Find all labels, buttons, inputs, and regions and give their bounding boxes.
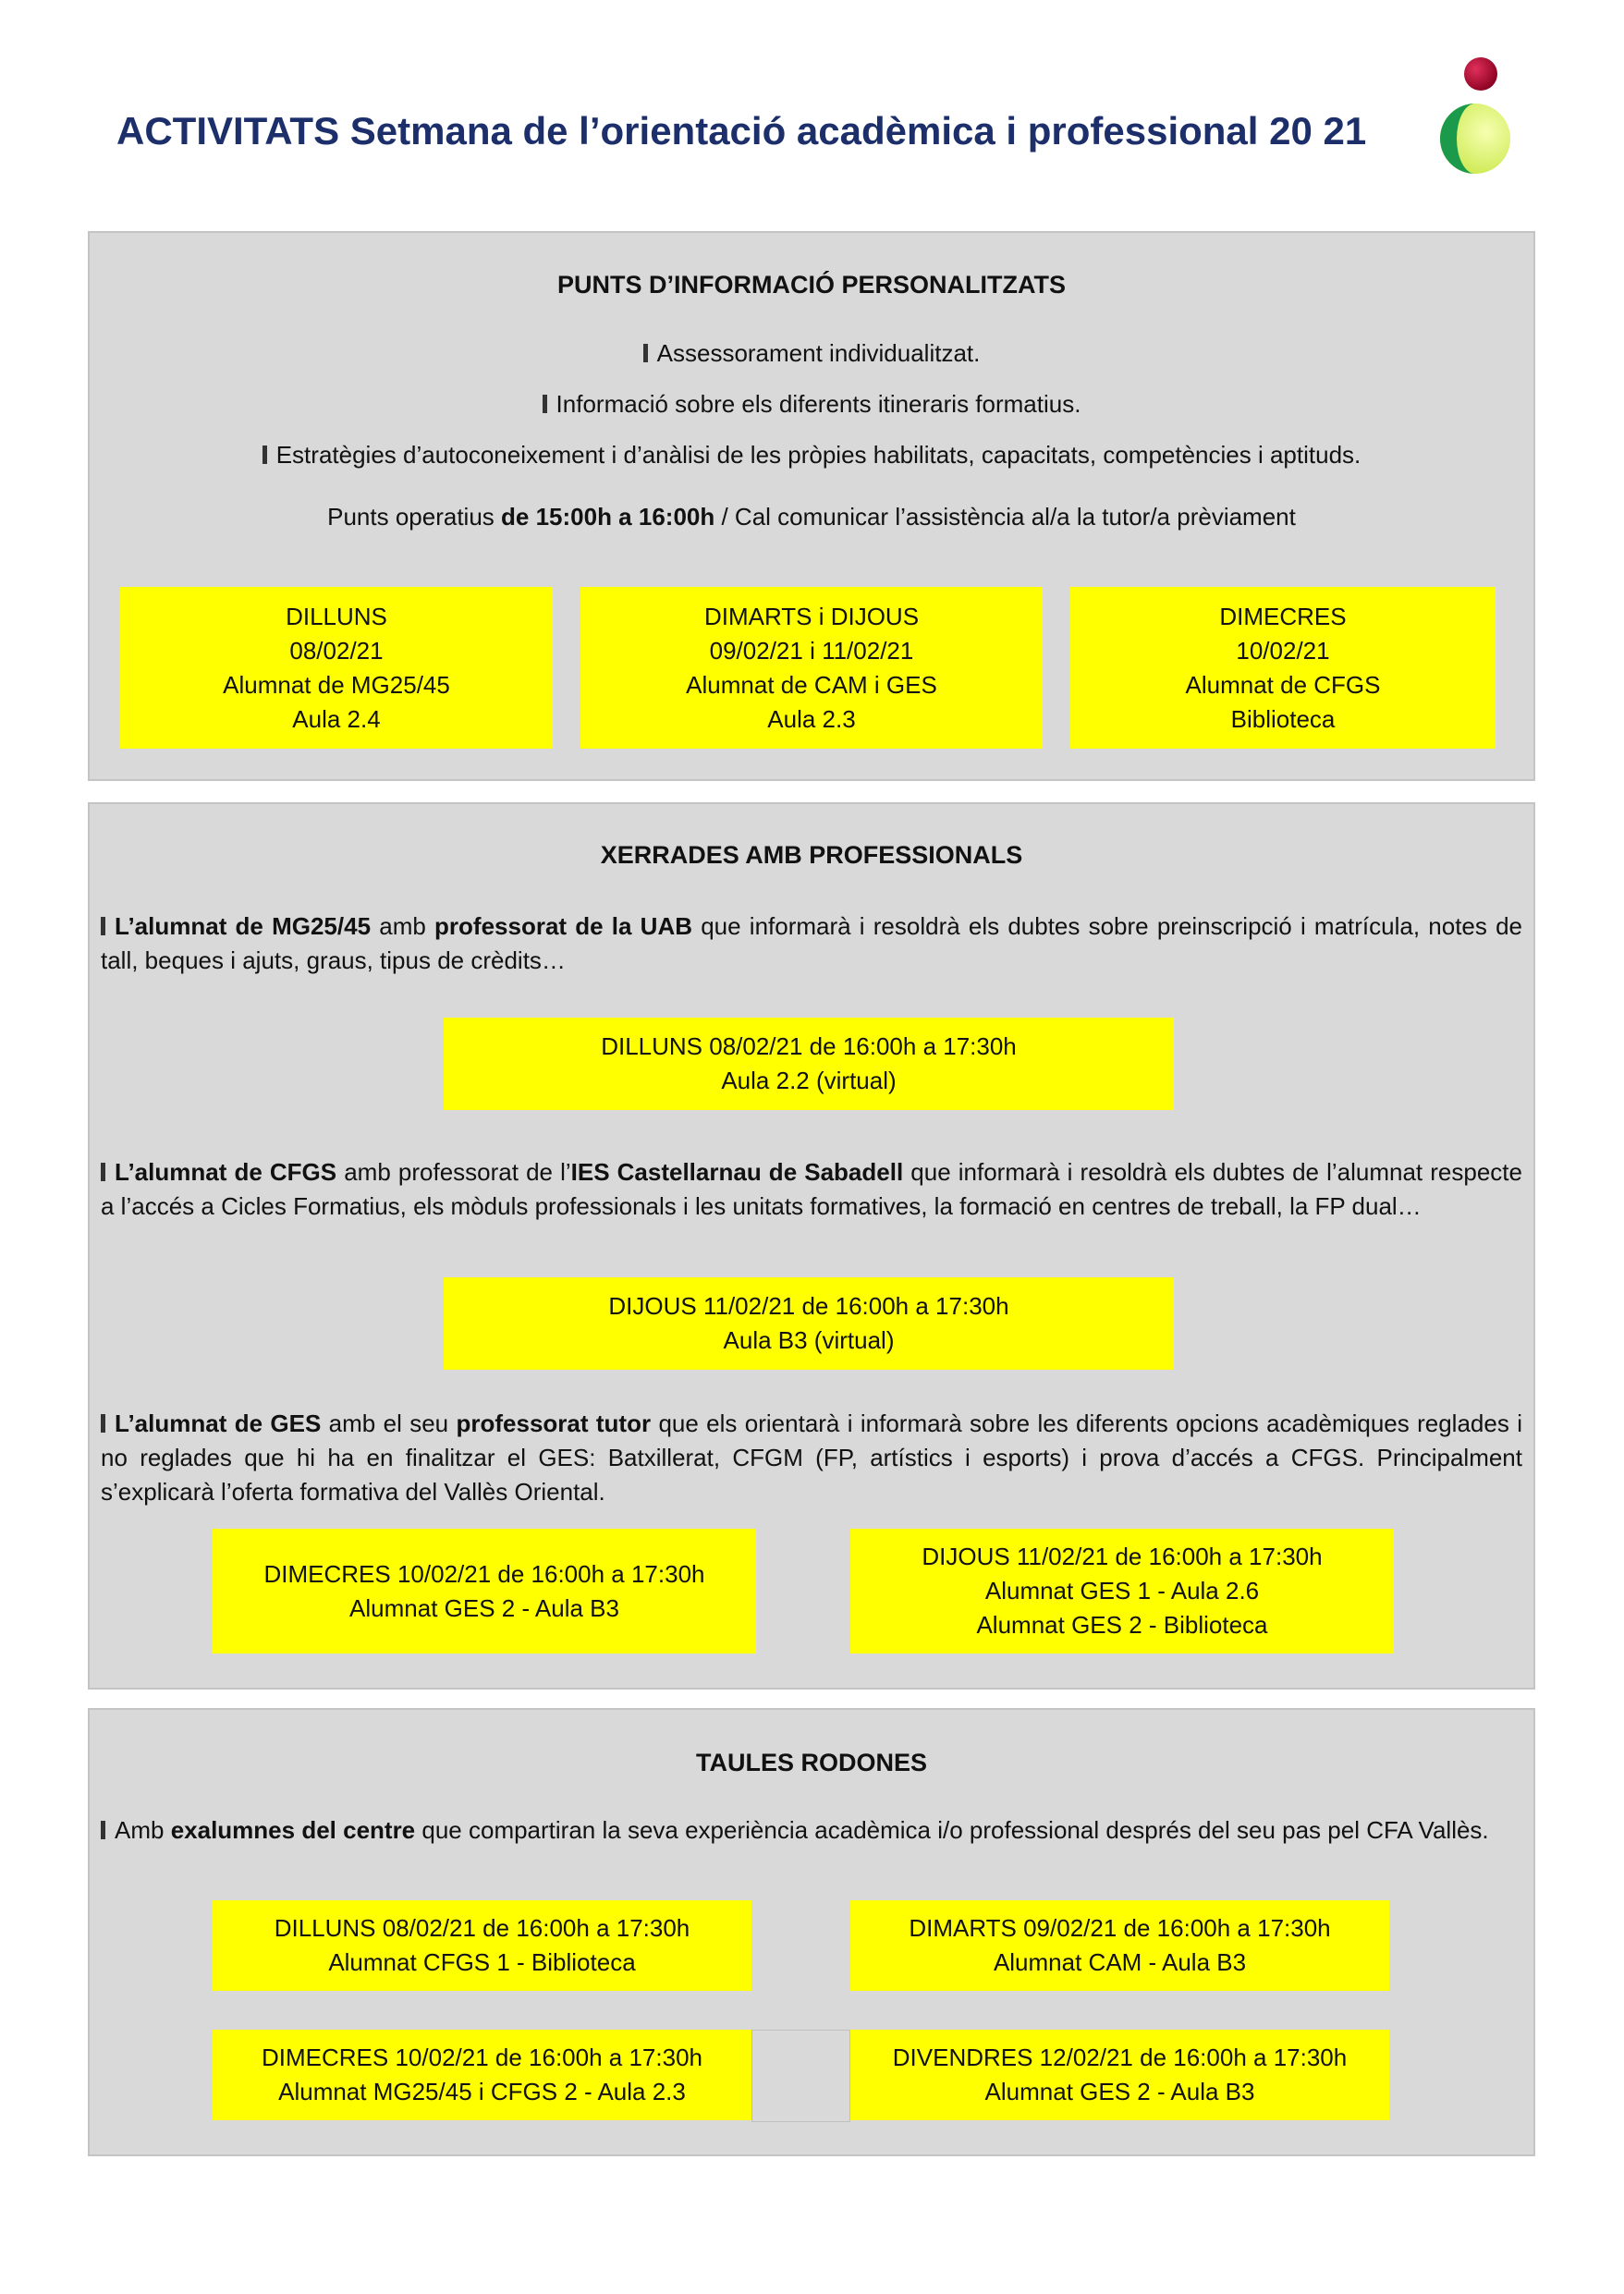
section-heading: PUNTS D’INFORMACIÓ PERSONALITZATS (557, 271, 1066, 299)
schedule-box: DIMECRES 10/02/21 de 16:00h a 17:30h Alumnat GES 2 - Aula B3 (213, 1529, 756, 1653)
logo-icon (1423, 55, 1520, 176)
schedule-box: DILLUNS 08/02/21 de 16:00h a 17:30h Aula 2.2 (virtual) (444, 1018, 1174, 1110)
schedule-box: DILLUNS 08/02/21 de 16:00h a 17:30h Alumnat CFGS 1 - Biblioteca (213, 1900, 751, 1991)
schedule-box: DIMECRES 10/02/21 Alumnat de CFGS Biblioteca (1070, 587, 1496, 749)
panel-taules-rodones (88, 1708, 1535, 2156)
bullet-item: Estratègies d’autoconeixement i d’anàlisi de les pròpies habilitats, capacitats, competències i aptituds. (90, 441, 1533, 470)
paragraph: L’alumnat de MG25/45 amb professorat de la UAB que informarà i resoldrà els dubtes sobre preinscripció i matrícula, notes de tall, beques i ajuts, graus, tipus de crèdits… (101, 912, 1522, 974)
paragraph: L’alumnat de CFGS amb professorat de l’IES Castellarnau de Sabadell que informarà i resoldrà els dubtes de l’alumnat respecte a l’accés a Cicles Formatius, els mòduls professionals i les unitats formatives, la formació en centres de treball, la FP dual… (101, 1158, 1522, 1220)
panel-punts-informacio (88, 231, 1535, 781)
panel-xerrades (88, 802, 1535, 1690)
schedule-box: DIMARTS 09/02/21 de 16:00h a 17:30h Alumnat CAM - Aula B3 (850, 1900, 1389, 1991)
operative-hours: Punts operatius de 15:00h a 16:00h / Cal comunicar l’assistència al/a la tutor/a prèviament (327, 503, 1296, 531)
schedule-box: DIVENDRES 12/02/21 de 16:00h a 17:30h Alumnat GES 2 - Aula B3 (850, 2030, 1389, 2120)
schedule-box: DIMECRES 10/02/21 de 16:00h a 17:30h Alumnat MG25/45 i CFGS 2 - Aula 2.3 (213, 2030, 751, 2120)
schedule-box: DIJOUS 11/02/21 de 16:00h a 17:30h Aula B3 (virtual) (444, 1277, 1174, 1370)
page-title: ACTIVITATS Setmana de l’orientació acadèmica i professional 20 21 (116, 109, 1367, 153)
schedule-box: DILLUNS 08/02/21 Alumnat de MG25/45 Aula 2.4 (120, 587, 553, 749)
schedule-box: DIJOUS 11/02/21 de 16:00h a 17:30h Alumnat GES 1 - Aula 2.6 Alumnat GES 2 - Biblioteca (850, 1529, 1394, 1653)
paragraph: L’alumnat de GES amb el seu professorat tutor que els orientarà i informarà sobre les diferents opcions acadèmiques reglades i no reglades que hi ha en finalitzar el GES: Batxillerat, CFGM (FP, artístics i esports) i prova d’accés a CFGS. Principalment s’explicarà l’oferta formativa del Vallès Oriental. (101, 1409, 1522, 1506)
empty-cell (751, 2030, 850, 2122)
paragraph: Amb exalumnes del centre que compartiran la seva experiència acadèmica i/o professional després del seu pas pel CFA Vallès. (101, 1813, 1522, 1848)
schedule-box: DIMARTS i DIJOUS 09/02/21 i 11/02/21 Alumnat de CAM i GES Aula 2.3 (580, 587, 1043, 749)
section-heading: XERRADES AMB PROFESSIONALS (600, 841, 1023, 869)
bullet-item: Assessorament individualitzat. (90, 339, 1533, 368)
section-heading: TAULES RODONES (695, 1749, 927, 1776)
bullet-item: Informació sobre els diferents itineraris formatius. (90, 390, 1533, 419)
